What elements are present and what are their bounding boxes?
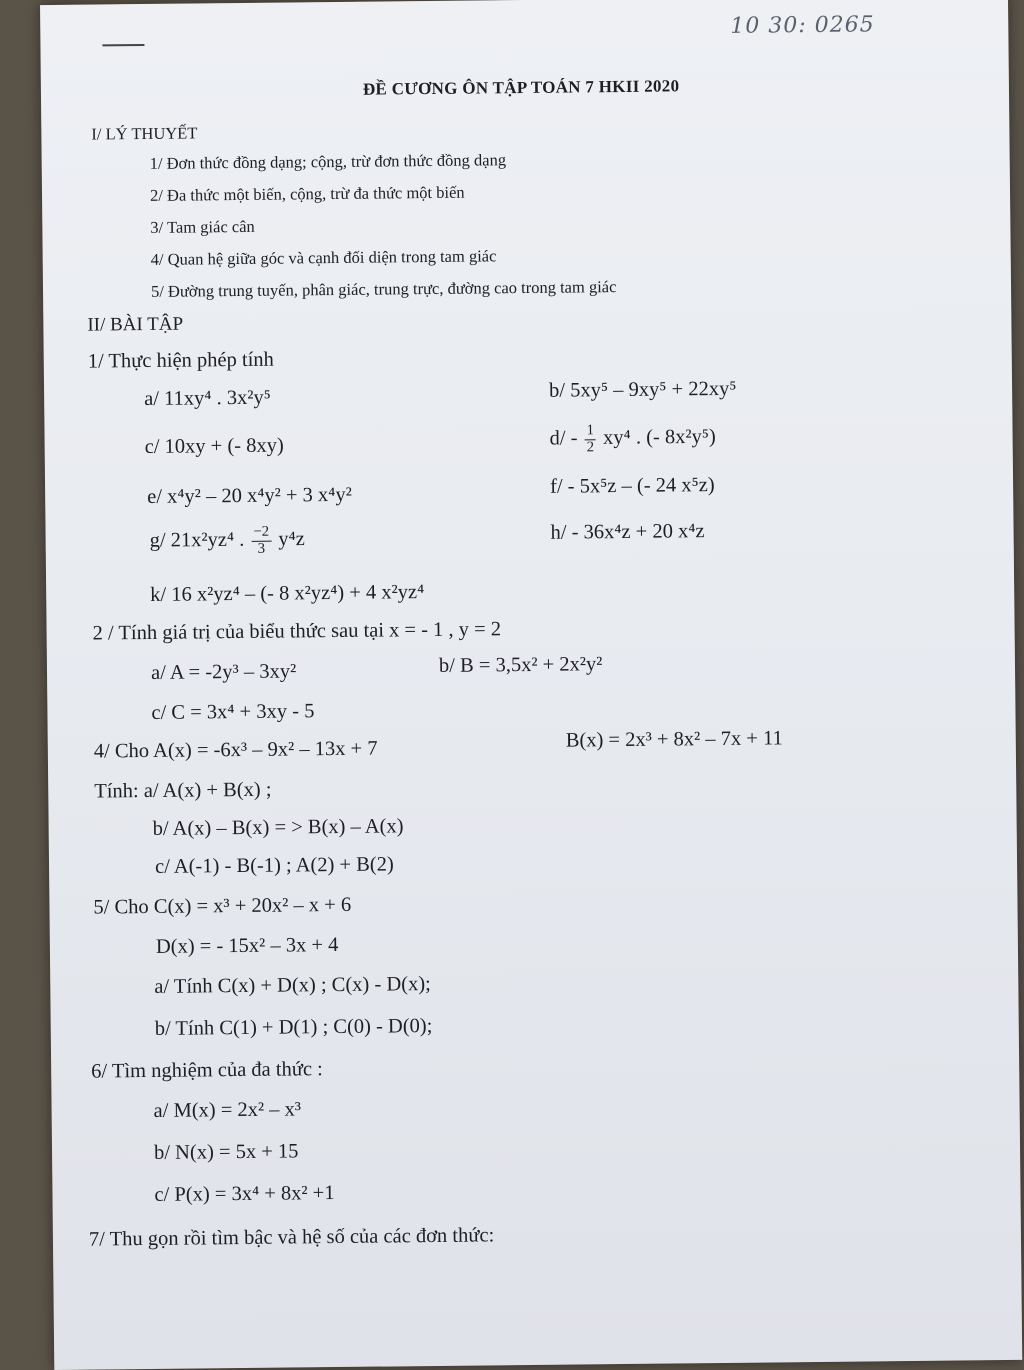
q1-prompt: 1/ Thực hiện phép tính	[87, 348, 274, 373]
q1-c: c/ 10xy + (- 8xy)	[144, 434, 284, 458]
q1-d-denominator: 2	[586, 438, 595, 455]
q1-g-numerator: −2	[251, 525, 271, 542]
q2-a: a/ A = -2y³ – 3xy²	[150, 660, 297, 684]
page-title: ĐỀ CƯƠNG ÔN TẬP TOÁN 7 HKII 2020	[362, 76, 680, 99]
q1-d-prefix: d/ -	[549, 427, 578, 450]
q2-c: c/ C = 3x⁴ + 3xy - 5	[151, 700, 315, 724]
q5-dx: D(x) = - 15x² – 3x + 4	[155, 933, 339, 958]
q4-b: b/ A(x) – B(x) = > B(x) – A(x)	[152, 815, 404, 840]
q6-c: c/ P(x) = 3x⁴ + 8x² +1	[154, 1182, 335, 1206]
q4-c: c/ A(-1) - B(-1) ; A(2) + B(2)	[154, 853, 394, 878]
q1-g-suffix: y⁴z	[278, 528, 305, 551]
q2-prompt: 2 / Tính giá trị của biểu thức sau tại x = - 1 , y = 2	[92, 618, 502, 645]
theory-item-5: 5/ Đường trung tuyến, phân giác, trung trực, đường cao trong tam giác	[150, 277, 617, 301]
q1-d	[549, 422, 716, 456]
q1-g-prefix: g/ 21x²yz⁴ .	[149, 528, 245, 552]
q1-g	[149, 524, 304, 558]
q1-b: b/ 5xy⁵ – 9xy⁵ + 22xy⁵	[548, 377, 737, 402]
q1-k: k/ 16 x²yz⁴ – (- 8 x²yz⁴) + 4 x²yz⁴	[150, 581, 425, 606]
q6-b: b/ N(x) = 5x + 15	[153, 1140, 299, 1164]
q2-b: b/ B = 3,5x² + 2x²y²	[438, 653, 603, 677]
q1-e: e/ x⁴y² – 20 x⁴y² + 3 x⁴y²	[147, 483, 352, 508]
theory-item-3: 3/ Tam giác cân	[150, 216, 255, 237]
theory-item-2: 2/ Đa thức một biến, cộng, trừ đa thức một biến	[149, 182, 465, 205]
q4-bx: B(x) = 2x³ + 8x² – 7x + 11	[565, 727, 783, 752]
theory-heading: I/ LÝ THUYẾT	[91, 123, 198, 144]
q5-prompt: 5/ Cho C(x) = x³ + 20x² – x + 6	[93, 893, 352, 919]
theory-item-1: 1/ Đơn thức đồng dạng; cộng, trừ đơn thức đồng dạng	[149, 150, 507, 173]
q7-prompt: 7/ Thu gọn rồi tìm bậc và hệ số của các đơn thức:	[88, 1224, 495, 1251]
theory-item-4: 4/ Quan hệ giữa góc và cạnh đối diện trong tam giác	[150, 246, 497, 269]
pen-mark	[102, 44, 144, 46]
q1-g-fraction	[251, 525, 271, 557]
q1-d-suffix: xy⁴ . (- 8x²y⁵)	[603, 425, 716, 449]
q5-b: b/ Tính C(1) + D(1) ; C(0) - D(0);	[154, 1015, 433, 1040]
q1-h: h/ - 36x⁴z + 20 x⁴z	[550, 520, 705, 544]
q1-d-fraction	[584, 423, 596, 455]
q5-a: a/ Tính C(x) + D(x) ; C(x) - D(x);	[154, 973, 431, 998]
q1-a: a/ 11xy⁴ . 3x²y⁵	[144, 386, 272, 410]
q4-prompt: 4/ Cho A(x) = -6x³ – 9x² – 13x + 7	[93, 737, 378, 763]
q1-g-denominator: 3	[257, 540, 266, 557]
q1-f: f/ - 5x⁵z – (- 24 x⁵z)	[549, 474, 715, 498]
q6-prompt: 6/ Tìm nghiệm của đa thức :	[91, 1058, 323, 1083]
exercises-heading: II/ BÀI TẬP	[87, 313, 184, 336]
q6-a: a/ M(x) = 2x² – x³	[153, 1098, 302, 1122]
exam-paper	[40, 0, 1022, 1370]
q1-d-numerator: 1	[584, 423, 596, 440]
handwritten-note: 10 30: 0265	[730, 12, 875, 39]
q4-a: Tính: a/ A(x) + B(x) ;	[94, 778, 272, 803]
